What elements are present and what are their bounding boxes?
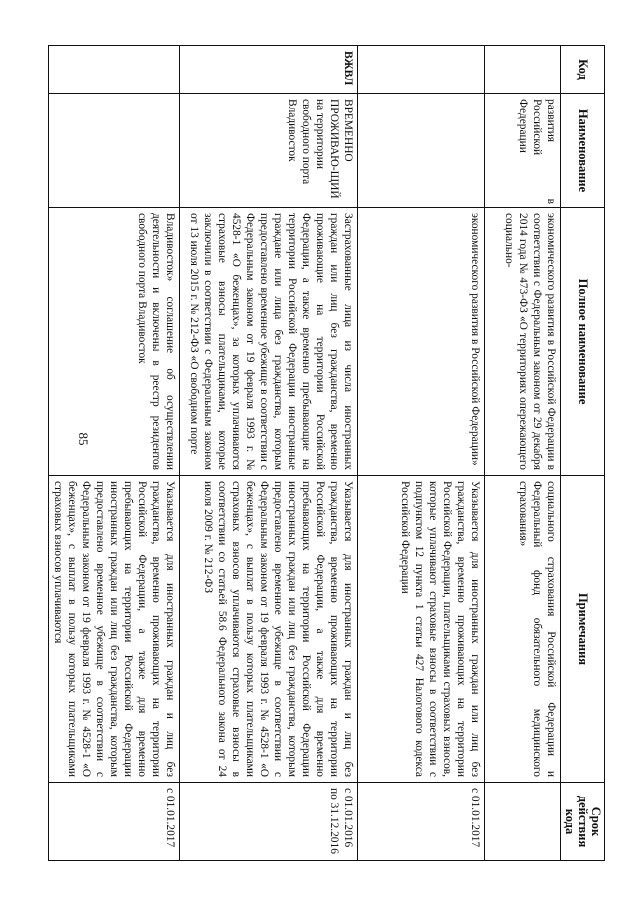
table-row xyxy=(485,46,561,861)
cell-notes: Указывается для иностранных граждан и лиц без гражданства, временно проживающих на территории Российской Федерации, а также для временно пребывающих на территории Российской Федерации иностранных граждан или лиц без гражданства, которым предоставлено временное убежище в соответствии с Федеральным законом от 19 февраля 1993 г. № 4528-1 «О беженцах», с выплат в пользу которых плательщиками страховых взносов уплачиваются страховые взносы в соответствии со статьей 58.6 Федерального закона от 24 июля 2009 г. № 212-ФЗ xyxy=(180,476,358,783)
cell-validity: с 01.01.2017 xyxy=(49,783,180,861)
cell-code xyxy=(358,46,485,94)
cell-validity xyxy=(485,783,561,861)
cell-name-text: развития Российской Федерации xyxy=(517,99,557,156)
cell-validity: с 01.01.2016 по 31.12.2016 xyxy=(180,783,358,861)
cell-full-name: экономического развития в Российской Федерации» xyxy=(358,208,485,476)
cell-notes: Указывается для иностранных граждан и лиц без гражданства, временно проживающих на территории Российской Федерации, а также для временно пребывающих на территории Российской Федерации иностранных граждан или лиц без гражданства, которым предоставлено временное убежище в соответствии с Федеральным законом от 19 февраля 1993 г. № 4528-1 «О беженцах», с выплат в пользу которых плательщиками страховых взносов уплачиваются xyxy=(49,476,180,783)
codes-table xyxy=(48,45,605,861)
cell-code xyxy=(49,46,180,94)
header-code: Код xyxy=(561,46,605,94)
cell-name xyxy=(358,94,485,208)
cell-name: ВРЕМЕННО ПРОЖИВАЮ-ЩИЙ на территории свободного порта Владивосток xyxy=(180,94,358,208)
cell-validity: с 01.01.2017 xyxy=(358,783,485,861)
header-name: Наименование xyxy=(561,94,605,208)
table-header-row xyxy=(561,46,605,861)
cell-notes: социального страхования Российской Федерации и Федеральный фонд обязательного медицинского страхования» xyxy=(485,476,561,783)
page-number: 85 xyxy=(76,432,91,446)
header-full-name: Полное наименование xyxy=(561,208,605,476)
cell-full-name: экономического развития в Российской Федерации в соответствии с Федеральным законом от 29 декабря 2014 года № 473-ФЗ «О территориях опережающего социально- xyxy=(485,208,561,476)
table-row xyxy=(180,46,358,861)
header-validity: Срок действия кода xyxy=(561,783,605,861)
table-row xyxy=(358,46,485,861)
cell-name xyxy=(49,94,180,208)
cell-full-name: Владивосток» соглашение об осуществлении деятельности и включены в реестр резидентов свободного порта Владивосток xyxy=(49,208,180,476)
cell-name-letter: в xyxy=(545,198,557,204)
cell-full-name: Застрахованные лица из числа иностранных граждан или лиц без гражданства, временно проживающие на территории Российской Федерации, а также временно пребывающие на территории Российской Федерации иностранные граждане или лица без гражданства, которым предоставлено временное убежище в соответствии с Федеральным законом от 19 февраля 1993 г. № 4528-1 «О беженцах», за которых уплачиваются страховые взносы плательщиками, которые заключили в соответствии с Федеральным законом от 13 июля 2015 г. № 212-ФЗ «О свободном порте xyxy=(180,208,358,476)
cell-code xyxy=(485,46,561,94)
cell-code: ВЖВЛ xyxy=(180,46,358,94)
cell-name xyxy=(485,94,561,208)
cell-notes: Указывается для иностранных граждан или лиц без гражданства, временно проживающих на территории Российской Федерации, плательщиками страховых взносов, которые уплачивают страховые взносы в соответствии с подпунктом 12 пункта 1 статьи 427 Налогового кодекса Российской Федерации xyxy=(358,476,485,783)
table-row xyxy=(49,46,180,861)
header-notes: Примечания xyxy=(561,476,605,783)
